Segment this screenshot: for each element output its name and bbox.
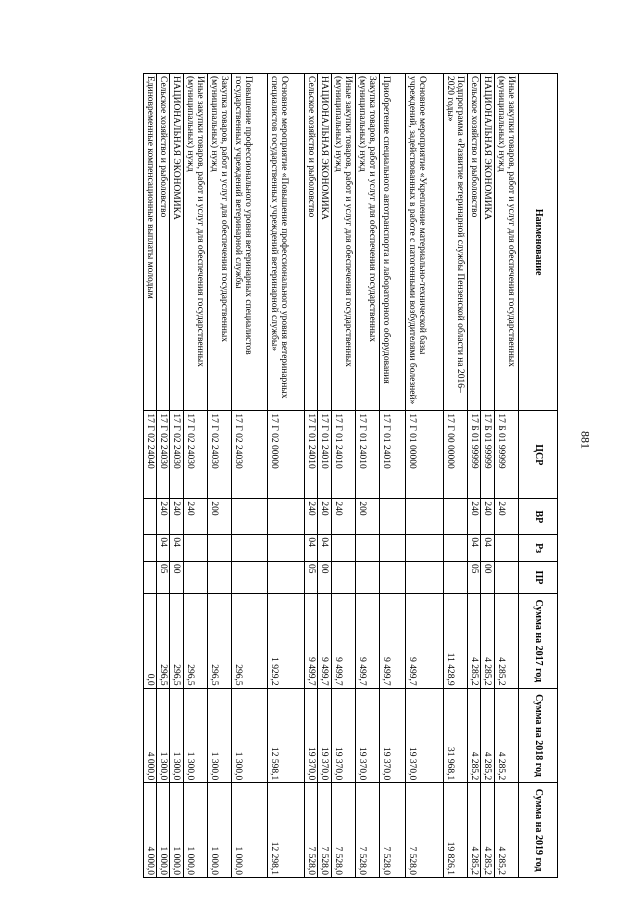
cell-sum-2017: 9 499,7 (406, 593, 444, 688)
table-row (305, 74, 318, 878)
cell-name: Сельское хозяйство и рыболовство (305, 74, 318, 411)
header-sum-2017: Сумма на 2017 год (519, 593, 558, 688)
cell-sum-2017: 0,0 (144, 593, 157, 688)
cell-csr: 17 Б 01 99999 (468, 411, 481, 499)
cell-sum-2019: 7 528,0 (356, 783, 380, 878)
cell-sum-2018: 19 370,0 (332, 688, 356, 783)
cell-rz (268, 535, 305, 562)
cell-name: НАЦИОНАЛЬНАЯ ЭКОНОМИКА (318, 74, 332, 411)
cell-csr: 17 Г 02 24030 (170, 411, 184, 499)
header-name: Наименование (519, 74, 558, 411)
cell-name: НАЦИОНАЛЬНАЯ ЭКОНОМИКА (170, 74, 184, 411)
cell-vr: 240 (332, 499, 356, 535)
cell-rz: 04 (468, 535, 481, 562)
cell-sum-2018: 19 370,0 (406, 688, 444, 783)
header-sum-2019: Сумма на 2019 год (519, 783, 558, 878)
cell-pr (444, 561, 468, 593)
header-csr: ЦСР (519, 411, 558, 499)
cell-vr (380, 499, 406, 535)
cell-sum-2018: 1 300,0 (184, 688, 208, 783)
table-row (495, 74, 519, 878)
cell-csr: 17 Г 02 24030 (157, 411, 170, 499)
cell-name: Подпрограмма «Развитие ветеринарной службы Пензенской области на 2016–2020 годы» (444, 74, 468, 411)
cell-sum-2017: 296,5 (170, 593, 184, 688)
cell-vr: 240 (318, 499, 332, 535)
table-row (208, 74, 232, 878)
cell-sum-2017: 9 499,7 (305, 593, 318, 688)
cell-name: Сельское хозяйство и рыболовство (157, 74, 170, 411)
table-row (170, 74, 184, 878)
cell-sum-2017: 11 428,9 (444, 593, 468, 688)
cell-name: Сельское хозяйство и рыболовство (468, 74, 481, 411)
cell-pr: 05 (305, 561, 318, 593)
cell-sum-2017: 4 285,2 (468, 593, 481, 688)
cell-name: Иные закупки товаров, работ и услуг для обеспечения государственных (муниципальных) нужд (332, 74, 356, 411)
table-row (406, 74, 444, 878)
cell-sum-2019: 4 285,2 (468, 783, 481, 878)
page-number: 881 (578, 431, 593, 449)
cell-rz: 04 (481, 535, 495, 562)
cell-name: НАЦИОНАЛЬНАЯ ЭКОНОМИКА (481, 74, 495, 411)
cell-vr (144, 499, 157, 535)
cell-sum-2018: 4 285,2 (468, 688, 481, 783)
cell-sum-2018: 4 285,2 (481, 688, 495, 783)
cell-name: Иные закупки товаров, работ и услуг для обеспечения государственных (муниципальных) нужд (495, 74, 519, 411)
cell-pr (380, 561, 406, 593)
cell-sum-2019: 1 000,0 (208, 783, 232, 878)
cell-rz: 04 (170, 535, 184, 562)
cell-name: Закупка товаров, работ и услуг для обеспечения государственных (муниципальных) нужд (356, 74, 380, 411)
cell-rz (232, 535, 268, 562)
cell-sum-2019: 1 000,0 (170, 783, 184, 878)
cell-pr (144, 561, 157, 593)
cell-sum-2019: 4 000,0 (144, 783, 157, 878)
cell-sum-2018: 1 300,0 (208, 688, 232, 783)
cell-csr: 17 Г 01 24010 (332, 411, 356, 499)
cell-vr (232, 499, 268, 535)
cell-csr: 17 Г 01 24010 (305, 411, 318, 499)
cell-rz (495, 535, 519, 562)
cell-pr: 05 (468, 561, 481, 593)
header-vr: ВР (519, 499, 558, 535)
table-row (144, 74, 157, 878)
cell-sum-2017: 296,5 (208, 593, 232, 688)
cell-vr: 240 (305, 499, 318, 535)
cell-name: Повышение профессионального уровня ветеринарных специалистов государственных учреждений ветеринарной службы (232, 74, 268, 411)
cell-rz: 04 (318, 535, 332, 562)
cell-name: Приобретение специального автотранспорта и лабораторного оборудования (380, 74, 406, 411)
cell-csr: 17 Г 01 00000 (406, 411, 444, 499)
cell-sum-2017: 296,5 (184, 593, 208, 688)
table-row (268, 74, 305, 878)
cell-vr (268, 499, 305, 535)
cell-sum-2018: 1 300,0 (157, 688, 170, 783)
cell-pr (332, 561, 356, 593)
cell-pr (232, 561, 268, 593)
cell-sum-2018: 19 370,0 (305, 688, 318, 783)
header-row (519, 74, 558, 878)
cell-sum-2017: 9 499,7 (332, 593, 356, 688)
header-rz: Рз (519, 535, 558, 562)
table-row (356, 74, 380, 878)
cell-vr: 200 (208, 499, 232, 535)
table-row (380, 74, 406, 878)
cell-sum-2018: 19 370,0 (356, 688, 380, 783)
cell-sum-2017: 4 285,2 (481, 593, 495, 688)
header-sum-2018: Сумма на 2018 год (519, 688, 558, 783)
cell-sum-2018: 1 300,0 (232, 688, 268, 783)
cell-csr: 17 Г 02 24030 (232, 411, 268, 499)
cell-sum-2018: 19 370,0 (318, 688, 332, 783)
cell-pr (184, 561, 208, 593)
table-row (232, 74, 268, 878)
table-row (332, 74, 356, 878)
cell-rz (380, 535, 406, 562)
table-row (468, 74, 481, 878)
cell-rz (444, 535, 468, 562)
table-row (157, 74, 170, 878)
cell-sum-2017: 4 285,2 (495, 593, 519, 688)
cell-vr: 240 (157, 499, 170, 535)
cell-csr: 17 Г 02 24040 (144, 411, 157, 499)
cell-sum-2019: 7 528,0 (380, 783, 406, 878)
cell-name: Закупка товаров, работ и услуг для обеспечения государственных (муниципальных) нужд (208, 74, 232, 411)
cell-sum-2019: 7 528,0 (406, 783, 444, 878)
table-row (481, 74, 495, 878)
cell-vr: 240 (170, 499, 184, 535)
cell-name: Основное мероприятие «Повышение профессионального уровня ветеринарных специалистов государственных учреждений ветеринарной службы» (268, 74, 305, 411)
cell-sum-2019: 7 528,0 (332, 783, 356, 878)
cell-sum-2018: 31 968,1 (444, 688, 468, 783)
table-row (318, 74, 332, 878)
cell-rz (184, 535, 208, 562)
cell-sum-2017: 1 929,2 (268, 593, 305, 688)
cell-pr (406, 561, 444, 593)
cell-sum-2019: 1 000,0 (232, 783, 268, 878)
budget-table (143, 73, 558, 878)
cell-rz (144, 535, 157, 562)
cell-vr: 240 (468, 499, 481, 535)
cell-rz: 04 (157, 535, 170, 562)
cell-rz (356, 535, 380, 562)
rotated-table-container (100, 73, 558, 878)
cell-csr: 17 Г 02 24030 (208, 411, 232, 499)
cell-csr: 17 Г 00 00000 (444, 411, 468, 499)
cell-pr: 05 (157, 561, 170, 593)
table-row (444, 74, 468, 878)
cell-sum-2017: 296,5 (157, 593, 170, 688)
cell-vr: 200 (356, 499, 380, 535)
cell-csr: 17 Б 01 99999 (481, 411, 495, 499)
cell-vr: 240 (481, 499, 495, 535)
cell-sum-2017: 296,5 (232, 593, 268, 688)
cell-pr: 00 (318, 561, 332, 593)
cell-sum-2019: 1 000,0 (157, 783, 170, 878)
cell-vr: 240 (184, 499, 208, 535)
cell-sum-2018: 19 370,0 (380, 688, 406, 783)
cell-csr: 17 Б 01 99999 (495, 411, 519, 499)
cell-sum-2018: 12 598,1 (268, 688, 305, 783)
cell-name: Единовременные компенсационные выплаты молодым (144, 74, 157, 411)
cell-sum-2019: 4 285,2 (481, 783, 495, 878)
cell-sum-2017: 9 499,7 (380, 593, 406, 688)
cell-pr (356, 561, 380, 593)
cell-csr: 17 Г 02 24030 (184, 411, 208, 499)
cell-pr (268, 561, 305, 593)
cell-rz: 04 (305, 535, 318, 562)
cell-csr: 17 Г 02 00000 (268, 411, 305, 499)
cell-sum-2018: 1 300,0 (170, 688, 184, 783)
cell-sum-2017: 9 499,7 (356, 593, 380, 688)
cell-csr: 17 Г 01 24010 (380, 411, 406, 499)
cell-sum-2019: 7 528,0 (318, 783, 332, 878)
table-row (184, 74, 208, 878)
cell-csr: 17 Г 01 24010 (356, 411, 380, 499)
cell-vr: 240 (495, 499, 519, 535)
cell-name: Основное мероприятие «Укрепление материально-технической базы учреждений, задействованных в работе с патогенными возбудителями болезней» (406, 74, 444, 411)
cell-sum-2019: 12 298,1 (268, 783, 305, 878)
cell-vr (406, 499, 444, 535)
cell-sum-2019: 7 528,0 (305, 783, 318, 878)
cell-pr: 00 (170, 561, 184, 593)
cell-sum-2018: 4 000,0 (144, 688, 157, 783)
cell-pr (208, 561, 232, 593)
cell-name: Иные закупки товаров, работ и услуг для обеспечения государственных (муниципальных) нужд (184, 74, 208, 411)
cell-rz (208, 535, 232, 562)
cell-sum-2019: 19 826,1 (444, 783, 468, 878)
cell-pr: 00 (481, 561, 495, 593)
cell-sum-2019: 4 285,2 (495, 783, 519, 878)
cell-sum-2017: 9 499,7 (318, 593, 332, 688)
cell-sum-2019: 1 000,0 (184, 783, 208, 878)
cell-pr (495, 561, 519, 593)
cell-vr (444, 499, 468, 535)
cell-sum-2018: 4 285,2 (495, 688, 519, 783)
header-pr: ПР (519, 561, 558, 593)
cell-rz (332, 535, 356, 562)
cell-csr: 17 Г 01 24010 (318, 411, 332, 499)
cell-rz (406, 535, 444, 562)
